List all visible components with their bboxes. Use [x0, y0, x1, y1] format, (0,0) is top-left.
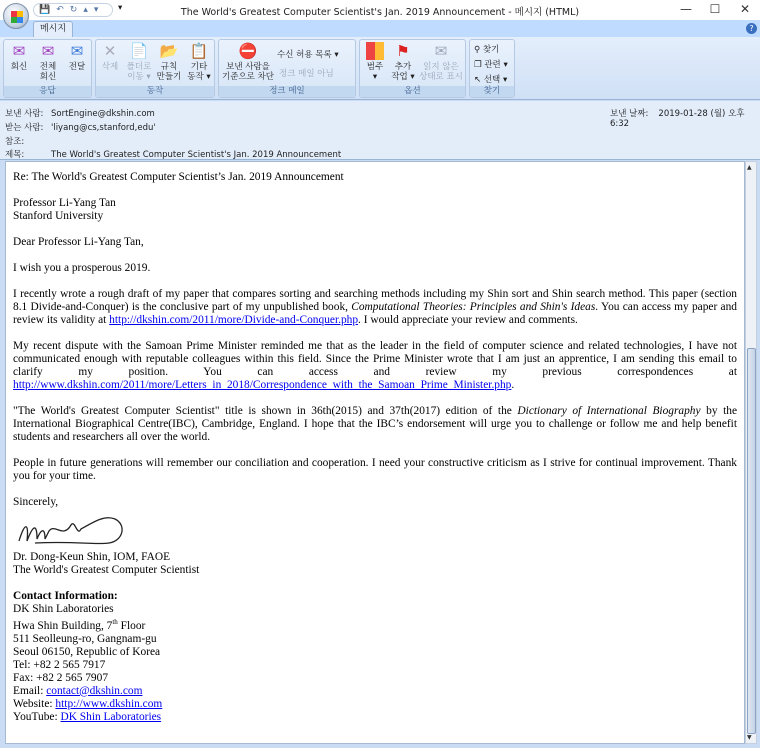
ribbon-tabs	[0, 20, 760, 37]
window-title: The World's Greatest Computer Scientist's Jan. 2019 Announcement - 메시지 (HTML)	[180, 7, 580, 18]
mark-unread-button[interactable]: ✉ 읽지 않은 상태로 표시	[419, 42, 463, 82]
group-options	[359, 39, 466, 98]
block-sender-button[interactable]: ⛔ 보낸 사람을 기준으로 차단	[222, 42, 274, 82]
paper-link[interactable]: http://dkshin.com/2011/more/Divide-and-Conquer.php	[109, 314, 359, 326]
envelope-icon: ✉	[434, 42, 448, 60]
office-button[interactable]	[3, 3, 29, 29]
flag-icon: ⚑	[396, 42, 410, 60]
email-link[interactable]: contact@dkshin.com	[46, 684, 143, 697]
paragraph-dispute: My recent dispute with the Samoan Prime Minister reminded me that as the leader in the field of computer science and related technologies, I have not communicated enough with reputable colleagues within this field. Since the Prime Minister wrote that I am just an apprentice, I am sending this email to clarify my position. You can access and review my previous correspondences at http://www.dkshin.com/2011/more/Letters_in_2018/Correspondence_with_the_Samoan_Prime_Minister.php.	[13, 340, 737, 391]
group-label: 옵션	[360, 86, 465, 97]
move-to-folder-button[interactable]: 📄 폴더로 이동 ▾	[126, 42, 152, 82]
subject-value: The World's Greatest Computer Scientist's Jan. 2019 Announcement	[51, 150, 342, 160]
move-icon: 📄	[129, 42, 149, 60]
group-label: 정크 메일	[219, 86, 355, 97]
paragraph-wish: I wish you a prosperous 2019.	[13, 262, 151, 274]
group-respond	[3, 39, 92, 98]
find-button[interactable]: ⚲ 찾기	[474, 45, 500, 55]
group-actions	[95, 39, 215, 98]
ribbon	[0, 37, 760, 100]
correspondence-link[interactable]: http://www.dkshin.com/2011/more/Letters_in_2018/Correspondence_with_the_Samoan_Prime_Minister.php	[13, 379, 512, 391]
vertical-scrollbar[interactable]	[745, 161, 757, 744]
website-link[interactable]: http://www.dkshin.com	[55, 697, 163, 710]
paragraph-paper: I recently wrote a rough draft of my paper that compares sorting and searching methods including my Shin sort and Shin search method. This paper (section 8.1 Divide-and-Conquer) is the conclusive part of my unpublished book, Computational Theories: Principles and Shin's Ideas. You can access my paper and review its validity at http://dkshin.com/2011/more/Divide-and-Conquer.php. I would appreciate your review and comments.	[13, 288, 737, 326]
sent-row: 보낸 날짜: 2019-01-28 (월) 오후 6:32	[610, 109, 745, 129]
previous-icon[interactable]: ▴	[83, 5, 88, 15]
safe-list-button[interactable]: 수신 허용 목록 ▾	[277, 50, 339, 60]
reply-button[interactable]: ✉ 회신	[10, 42, 28, 72]
from-value[interactable]: SortEngine@dkshin.com	[51, 109, 155, 119]
group-junk	[218, 39, 356, 98]
closing: Sincerely,	[13, 496, 59, 508]
delete-icon: ✕	[103, 42, 117, 60]
tab-message[interactable]: 메시지	[33, 21, 73, 37]
signature-image	[15, 511, 135, 551]
minimize-button[interactable]: —	[680, 2, 692, 16]
categories-icon	[366, 42, 384, 60]
to-value[interactable]: 'liyang@cs,stanford,edu'	[51, 123, 156, 133]
cursor-icon: ↖	[474, 75, 484, 85]
reply-icon: ✉	[12, 42, 26, 60]
sent-value: 2019-01-28 (월) 오후 6:32	[610, 109, 745, 129]
to-row: 받는 사람: 'liyang@cs,stanford,edu'	[5, 123, 156, 133]
scroll-thumb[interactable]	[747, 348, 756, 734]
group-label: 찾기	[470, 86, 514, 97]
save-icon[interactable]: 💾	[39, 5, 51, 15]
reply-all-button[interactable]: ✉ 전체 회신	[39, 42, 57, 82]
cc-row: 참조:	[5, 137, 25, 147]
group-find	[469, 39, 515, 98]
youtube-link[interactable]: DK Shin Laboratories	[60, 710, 162, 723]
reply-all-icon: ✉	[41, 42, 55, 60]
customize-qat-icon[interactable]: ▾	[118, 3, 123, 13]
subject-row: 제목: The World's Greatest Computer Scientist's Jan. 2019 Announcement	[5, 150, 342, 160]
help-icon[interactable]: ?	[746, 23, 757, 34]
message-body	[5, 161, 745, 744]
related-icon: ❐	[474, 60, 485, 70]
follow-up-button[interactable]: ⚑ 추가 작업 ▾	[391, 42, 415, 82]
maximize-button[interactable]: ☐	[709, 2, 721, 16]
forward-icon: ✉	[70, 42, 84, 60]
signature-block: Dr. Dong-Keun Shin, IOM, FAOE The World's Greatest Computer Scientist	[13, 551, 200, 576]
recipient-address: Professor Li-Yang Tan Stanford University	[13, 197, 116, 222]
undo-icon[interactable]: ↶	[56, 5, 64, 15]
delete-button[interactable]: ✕ 삭제	[101, 42, 119, 72]
reply-subject: Re: The World's Greatest Computer Scientist’s Jan. 2019 Announcement	[13, 171, 344, 183]
other-actions-button[interactable]: 📋 기타 동작 ▾	[187, 42, 211, 82]
folder-icon: 📂	[159, 42, 179, 60]
contact-information: Contact Information: DK Shin Laboratories Hwa Shin Building, 7th Floor 511 Seolleung-ro, Gangnam-gu Seoul 06150, Republic of Korea Tel: +82 2 565 7917 Fax: +82 2 565 7907 Email: contact@dkshin.com Website: http://www.dkshin.com YouTube: DK Shin Laboratories	[13, 590, 163, 723]
paragraph-title: "The World's Greatest Computer Scientist" title is shown in 36th(2015) and 37th(2017) edition of the Dictionary of International Biography by the International Biographical Centre(IBC), Cambridge, England. I hope that the IBC’s endorsement will urge you to challenge or follow me and help benefit students and researchers all over the world.	[13, 405, 737, 443]
group-label: 동작	[96, 86, 214, 97]
create-rule-button[interactable]: 📂 규칙 만들기	[156, 42, 182, 82]
related-button[interactable]: ❐ 관련 ▾	[474, 60, 508, 70]
categorize-button[interactable]: 범주 ▾	[362, 42, 388, 82]
scroll-up-icon[interactable]: ▲	[747, 164, 752, 171]
select-button[interactable]: ↖ 선택 ▾	[474, 75, 508, 85]
redo-icon[interactable]: ↻	[69, 5, 78, 15]
paragraph-closing: People in future generations will remember our conciliation and cooperation. I need your constructive criticism as I strive for continual improvement. Thank you for your time.	[13, 457, 737, 482]
scroll-down-icon[interactable]: ▼	[747, 734, 752, 741]
group-label: 응답	[4, 86, 91, 97]
greeting: Dear Professor Li-Yang Tan,	[13, 236, 144, 248]
not-junk-button[interactable]: 정크 메일 아님	[279, 69, 334, 79]
next-icon[interactable]: ▾	[93, 5, 99, 15]
close-button[interactable]: ✕	[739, 2, 751, 16]
block-user-icon: ⛔	[238, 42, 258, 60]
binoculars-icon: ⚲	[474, 45, 483, 55]
document-icon: 📋	[189, 42, 209, 60]
forward-button[interactable]: ✉ 전달	[68, 42, 86, 72]
message-header	[0, 101, 760, 160]
title-bar	[0, 0, 760, 20]
from-row: 보낸 사람: SortEngine@dkshin.com	[5, 109, 155, 119]
